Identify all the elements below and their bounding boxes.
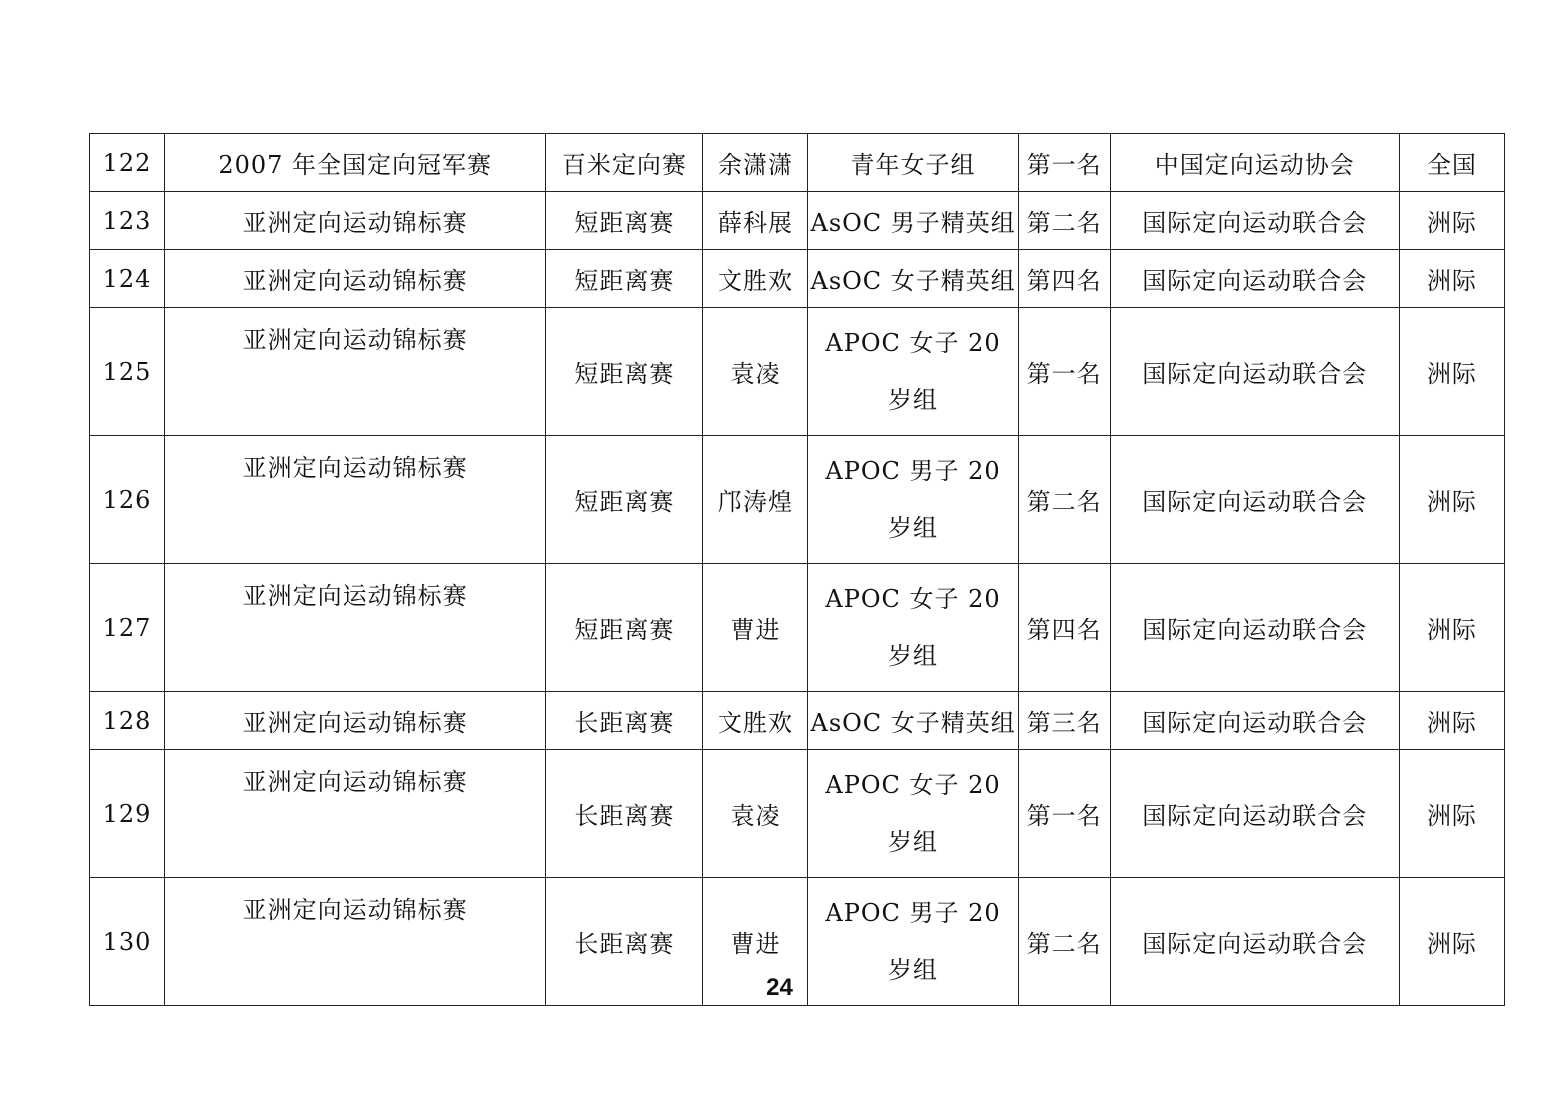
organizer: 国际定向运动联合会 (1110, 750, 1399, 878)
table-row (90, 134, 1505, 192)
rank: 第二名 (1018, 192, 1110, 250)
awards-table (89, 133, 1505, 1006)
athlete-name: 文胜欢 (703, 692, 808, 750)
event-item: 长距离赛 (546, 878, 703, 1006)
competition-level: 洲际 (1399, 878, 1504, 1006)
rank: 第四名 (1018, 564, 1110, 692)
competition-level: 洲际 (1399, 564, 1504, 692)
event-name: 亚洲定向运动锦标赛 (165, 250, 546, 308)
rank: 第三名 (1018, 692, 1110, 750)
competition-group: APOC 女子 20 岁组 (808, 750, 1018, 878)
athlete-name: 余潇潇 (703, 134, 808, 192)
event-item: 短距离赛 (546, 308, 703, 436)
rank: 第一名 (1018, 134, 1110, 192)
page-number: 24 (766, 974, 793, 1001)
event-name: 亚洲定向运动锦标赛 (165, 878, 546, 1006)
athlete-name: 文胜欢 (703, 250, 808, 308)
competition-group: 青年女子组 (808, 134, 1018, 192)
organizer: 中国定向运动协会 (1110, 134, 1399, 192)
competition-level: 洲际 (1399, 750, 1504, 878)
row-number: 126 (90, 436, 165, 564)
event-name: 亚洲定向运动锦标赛 (165, 308, 546, 436)
awards-table-container (89, 133, 1505, 1006)
competition-level: 洲际 (1399, 436, 1504, 564)
athlete-name: 薛科展 (703, 192, 808, 250)
competition-group: AsOC 女子精英组 (808, 692, 1018, 750)
event-name: 亚洲定向运动锦标赛 (165, 692, 546, 750)
competition-group: AsOC 男子精英组 (808, 192, 1018, 250)
competition-level: 洲际 (1399, 250, 1504, 308)
event-name: 亚洲定向运动锦标赛 (165, 192, 546, 250)
table-row (90, 308, 1505, 436)
competition-group: AsOC 女子精英组 (808, 250, 1018, 308)
row-number: 128 (90, 692, 165, 750)
athlete-name: 袁凌 (703, 308, 808, 436)
competition-group: APOC 女子 20 岁组 (808, 564, 1018, 692)
competition-level: 洲际 (1399, 692, 1504, 750)
event-item: 短距离赛 (546, 192, 703, 250)
event-name: 2007 年全国定向冠军赛 (165, 134, 546, 192)
athlete-name: 邝涛煌 (703, 436, 808, 564)
competition-group: APOC 女子 20 岁组 (808, 308, 1018, 436)
table-row (90, 564, 1505, 692)
rank: 第二名 (1018, 878, 1110, 1006)
competition-level: 洲际 (1399, 308, 1504, 436)
athlete-name: 曹进 (703, 878, 808, 1006)
event-item: 长距离赛 (546, 750, 703, 878)
table-row (90, 192, 1505, 250)
row-number: 130 (90, 878, 165, 1006)
table-row (90, 250, 1505, 308)
row-number: 123 (90, 192, 165, 250)
competition-group: APOC 男子 20 岁组 (808, 436, 1018, 564)
organizer: 国际定向运动联合会 (1110, 878, 1399, 1006)
rank: 第二名 (1018, 436, 1110, 564)
athlete-name: 袁凌 (703, 750, 808, 878)
competition-level: 全国 (1399, 134, 1504, 192)
row-number: 125 (90, 308, 165, 436)
event-name: 亚洲定向运动锦标赛 (165, 750, 546, 878)
rank: 第一名 (1018, 308, 1110, 436)
event-item: 短距离赛 (546, 436, 703, 564)
organizer: 国际定向运动联合会 (1110, 192, 1399, 250)
rank: 第四名 (1018, 250, 1110, 308)
competition-level: 洲际 (1399, 192, 1504, 250)
organizer: 国际定向运动联合会 (1110, 436, 1399, 564)
row-number: 124 (90, 250, 165, 308)
event-name: 亚洲定向运动锦标赛 (165, 436, 546, 564)
organizer: 国际定向运动联合会 (1110, 692, 1399, 750)
event-item: 长距离赛 (546, 692, 703, 750)
event-item: 百米定向赛 (546, 134, 703, 192)
table-row (90, 692, 1505, 750)
row-number: 122 (90, 134, 165, 192)
organizer: 国际定向运动联合会 (1110, 250, 1399, 308)
rank: 第一名 (1018, 750, 1110, 878)
row-number: 129 (90, 750, 165, 878)
organizer: 国际定向运动联合会 (1110, 564, 1399, 692)
event-name: 亚洲定向运动锦标赛 (165, 564, 546, 692)
competition-group: APOC 男子 20 岁组 (808, 878, 1018, 1006)
organizer: 国际定向运动联合会 (1110, 308, 1399, 436)
table-row (90, 436, 1505, 564)
athlete-name: 曹进 (703, 564, 808, 692)
event-item: 短距离赛 (546, 564, 703, 692)
row-number: 127 (90, 564, 165, 692)
table-row (90, 750, 1505, 878)
event-item: 短距离赛 (546, 250, 703, 308)
